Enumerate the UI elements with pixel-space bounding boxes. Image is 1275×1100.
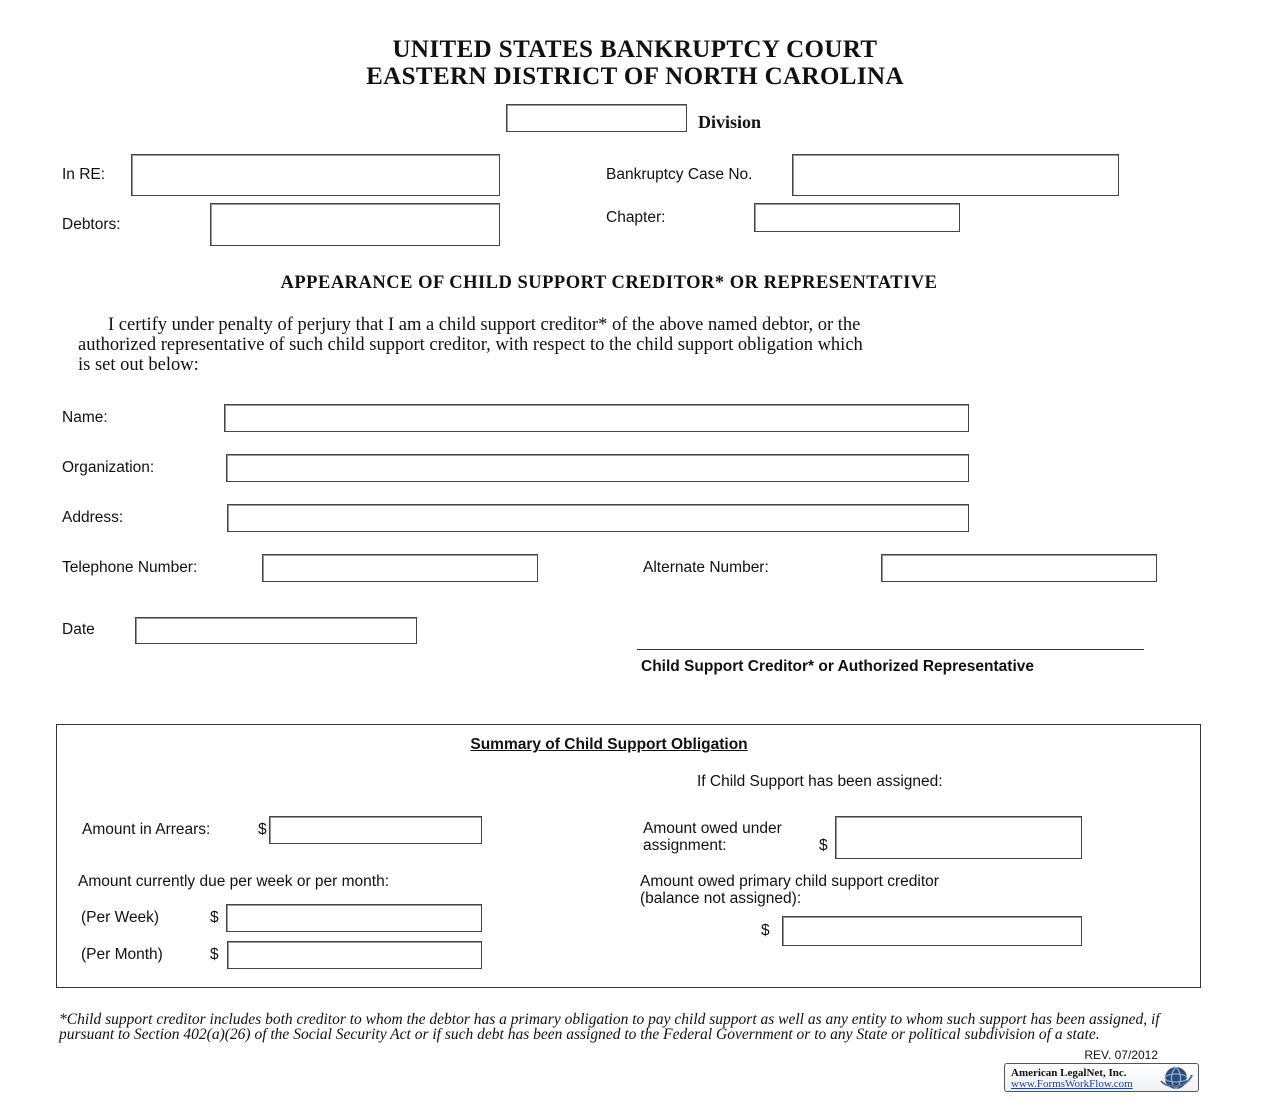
date-label: Date xyxy=(62,621,95,638)
form-title: APPEARANCE OF CHILD SUPPORT CREDITOR* OR REPRESENTATIVE xyxy=(280,273,938,293)
certification-line-2: authorized representative of such child support creditor, with respect to the child support obligation which xyxy=(78,335,863,355)
owed-primary-input[interactable] xyxy=(782,916,1082,946)
case-number-input[interactable] xyxy=(792,154,1119,196)
alternate-number-label: Alternate Number: xyxy=(643,559,769,576)
certification-line-3: is set out below: xyxy=(78,355,199,375)
per-week-label: (Per Week) xyxy=(81,909,160,926)
per-week-currency: $ xyxy=(210,909,219,926)
address-label: Address: xyxy=(62,509,124,526)
owed-primary-label-1: Amount owed primary child support creditor xyxy=(640,873,939,890)
arrears-label: Amount in Arrears: xyxy=(82,821,211,838)
arrears-currency: $ xyxy=(258,821,267,838)
division-label: Division xyxy=(698,112,762,132)
telephone-label: Telephone Number: xyxy=(62,559,198,576)
name-input[interactable] xyxy=(224,404,969,432)
per-month-input[interactable] xyxy=(227,941,482,969)
summary-title: Summary of Child Support Obligation xyxy=(470,736,748,753)
court-name: UNITED STATES BANKRUPTCY COURT xyxy=(392,36,878,63)
address-input[interactable] xyxy=(227,504,969,532)
assigned-heading: If Child Support has been assigned: xyxy=(697,773,943,790)
owed-assignment-label-2: assignment: xyxy=(643,837,727,854)
globe-icon xyxy=(1158,1065,1194,1091)
name-label: Name: xyxy=(62,409,108,426)
revision-label: REV. 07/2012 xyxy=(1084,1048,1158,1062)
organization-input[interactable] xyxy=(226,454,969,482)
owed-primary-label-2: (balance not assigned): xyxy=(640,890,802,907)
branding-url[interactable]: www.FormsWorkFlow.com xyxy=(1011,1078,1133,1090)
debtors-label: Debtors: xyxy=(62,216,121,233)
division-input[interactable] xyxy=(506,104,687,132)
owed-primary-currency: $ xyxy=(761,922,770,939)
per-week-input[interactable] xyxy=(226,904,482,932)
certification-line-1: I certify under penalty of perjury that I am a child support creditor* of the above named debtor, or the xyxy=(108,315,861,335)
organization-label: Organization: xyxy=(62,459,155,476)
in-re-label: In RE: xyxy=(62,166,106,183)
per-month-label: (Per Month) xyxy=(81,946,163,963)
in-re-input[interactable] xyxy=(131,154,500,196)
signature-line xyxy=(637,649,1144,650)
owed-assignment-input[interactable] xyxy=(835,816,1082,859)
telephone-input[interactable] xyxy=(262,554,538,582)
debtors-input[interactable] xyxy=(210,203,500,246)
chapter-input[interactable] xyxy=(754,203,960,232)
footnote: *Child support creditor includes both creditor to whom the debtor has a primary obligation to pay child support as well as any entity to whom such support has been assigned, if pursuant to Section 402(a)(26) of the Social Security Act or if such debt has been assigned to the Federal Government or to any State or political subdivision of a state. xyxy=(59,1011,1160,1043)
court-district: EASTERN DISTRICT OF NORTH CAROLINA xyxy=(366,63,904,90)
alternate-number-input[interactable] xyxy=(881,554,1157,582)
case-number-label: Bankruptcy Case No. xyxy=(606,166,753,183)
signature-caption: Child Support Creditor* or Authorized Representative xyxy=(641,658,1034,675)
owed-assignment-currency: $ xyxy=(819,837,828,854)
per-month-currency: $ xyxy=(210,946,219,963)
current-due-label: Amount currently due per week or per month: xyxy=(78,873,390,890)
branding-logo[interactable] xyxy=(1004,1063,1199,1092)
date-input[interactable] xyxy=(135,617,417,644)
branding-company: American LegalNet, Inc. xyxy=(1011,1067,1127,1079)
arrears-input[interactable] xyxy=(269,816,482,844)
chapter-label: Chapter: xyxy=(606,209,666,226)
owed-assignment-label-1: Amount owed under xyxy=(643,820,782,837)
